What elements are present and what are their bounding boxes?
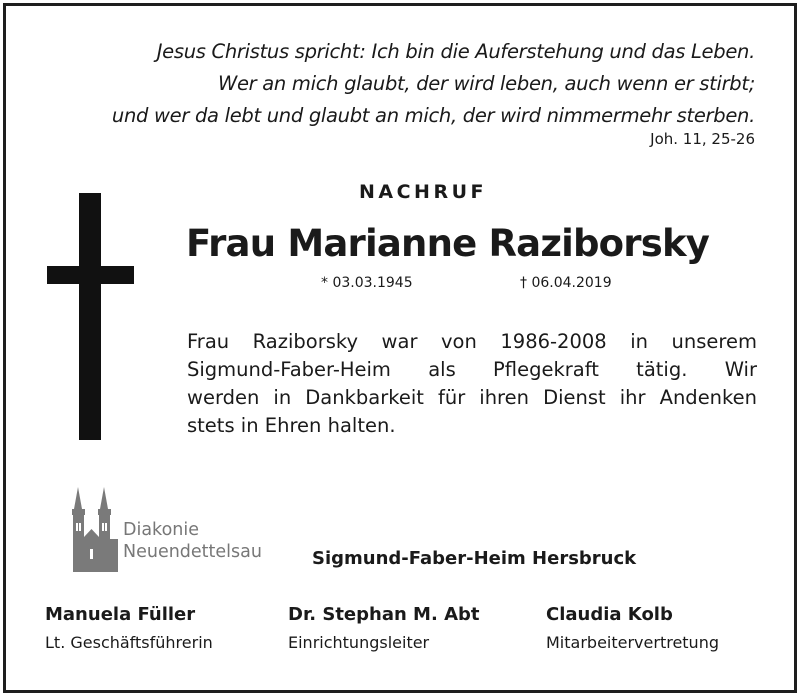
signatory xyxy=(45,604,213,652)
verse-reference: Joh. 11, 25-26 xyxy=(650,130,755,148)
verse-line: und wer da lebt und glaubt an mich, der wird nimmermehr sterben. xyxy=(111,104,755,127)
text-line: werden in Dankbarkeit für ihren Dienst ihr Andenken xyxy=(187,386,757,409)
care-home-name: Sigmund-Faber-Heim Hersbruck xyxy=(312,548,637,569)
signatory-name: Dr. Stephan M. Abt xyxy=(288,604,480,625)
text-line: stets in Ehren halten. xyxy=(187,414,396,437)
obituary-heading: NACHRUF xyxy=(359,181,487,203)
signatory-role: Einrichtungsleiter xyxy=(288,633,430,652)
text-line: Frau Raziborsky war von 1986-2008 in unserem xyxy=(187,330,757,353)
bible-verse xyxy=(15,36,755,132)
text-line: Sigmund-Faber-Heim als Pflegekraft tätig. Wir xyxy=(187,358,757,381)
diakonie-logo-text xyxy=(123,519,262,563)
signatory xyxy=(546,604,719,652)
death-date: † 06.04.2019 xyxy=(520,275,612,291)
obituary-text xyxy=(187,328,757,440)
signatory-name: Manuela Füller xyxy=(45,604,196,625)
signatory xyxy=(288,604,480,652)
birth-date: * 03.03.1945 xyxy=(321,275,413,291)
logo-line: Neuendettelsau xyxy=(123,542,262,562)
logo-line: Diakonie xyxy=(123,520,199,540)
deceased-name: Frau Marianne Raziborsky xyxy=(186,222,710,265)
church-towers-icon xyxy=(70,487,120,572)
signatory-role: Lt. Geschäftsführerin xyxy=(45,633,213,652)
signatory-name: Claudia Kolb xyxy=(546,604,673,625)
verse-line: Jesus Christus spricht: Ich bin die Auferstehung und das Leben. xyxy=(156,40,755,63)
verse-line: Wer an mich glaubt, der wird leben, auch wenn er stirbt; xyxy=(217,72,755,95)
signatory-role: Mitarbeitervertretung xyxy=(546,633,719,652)
